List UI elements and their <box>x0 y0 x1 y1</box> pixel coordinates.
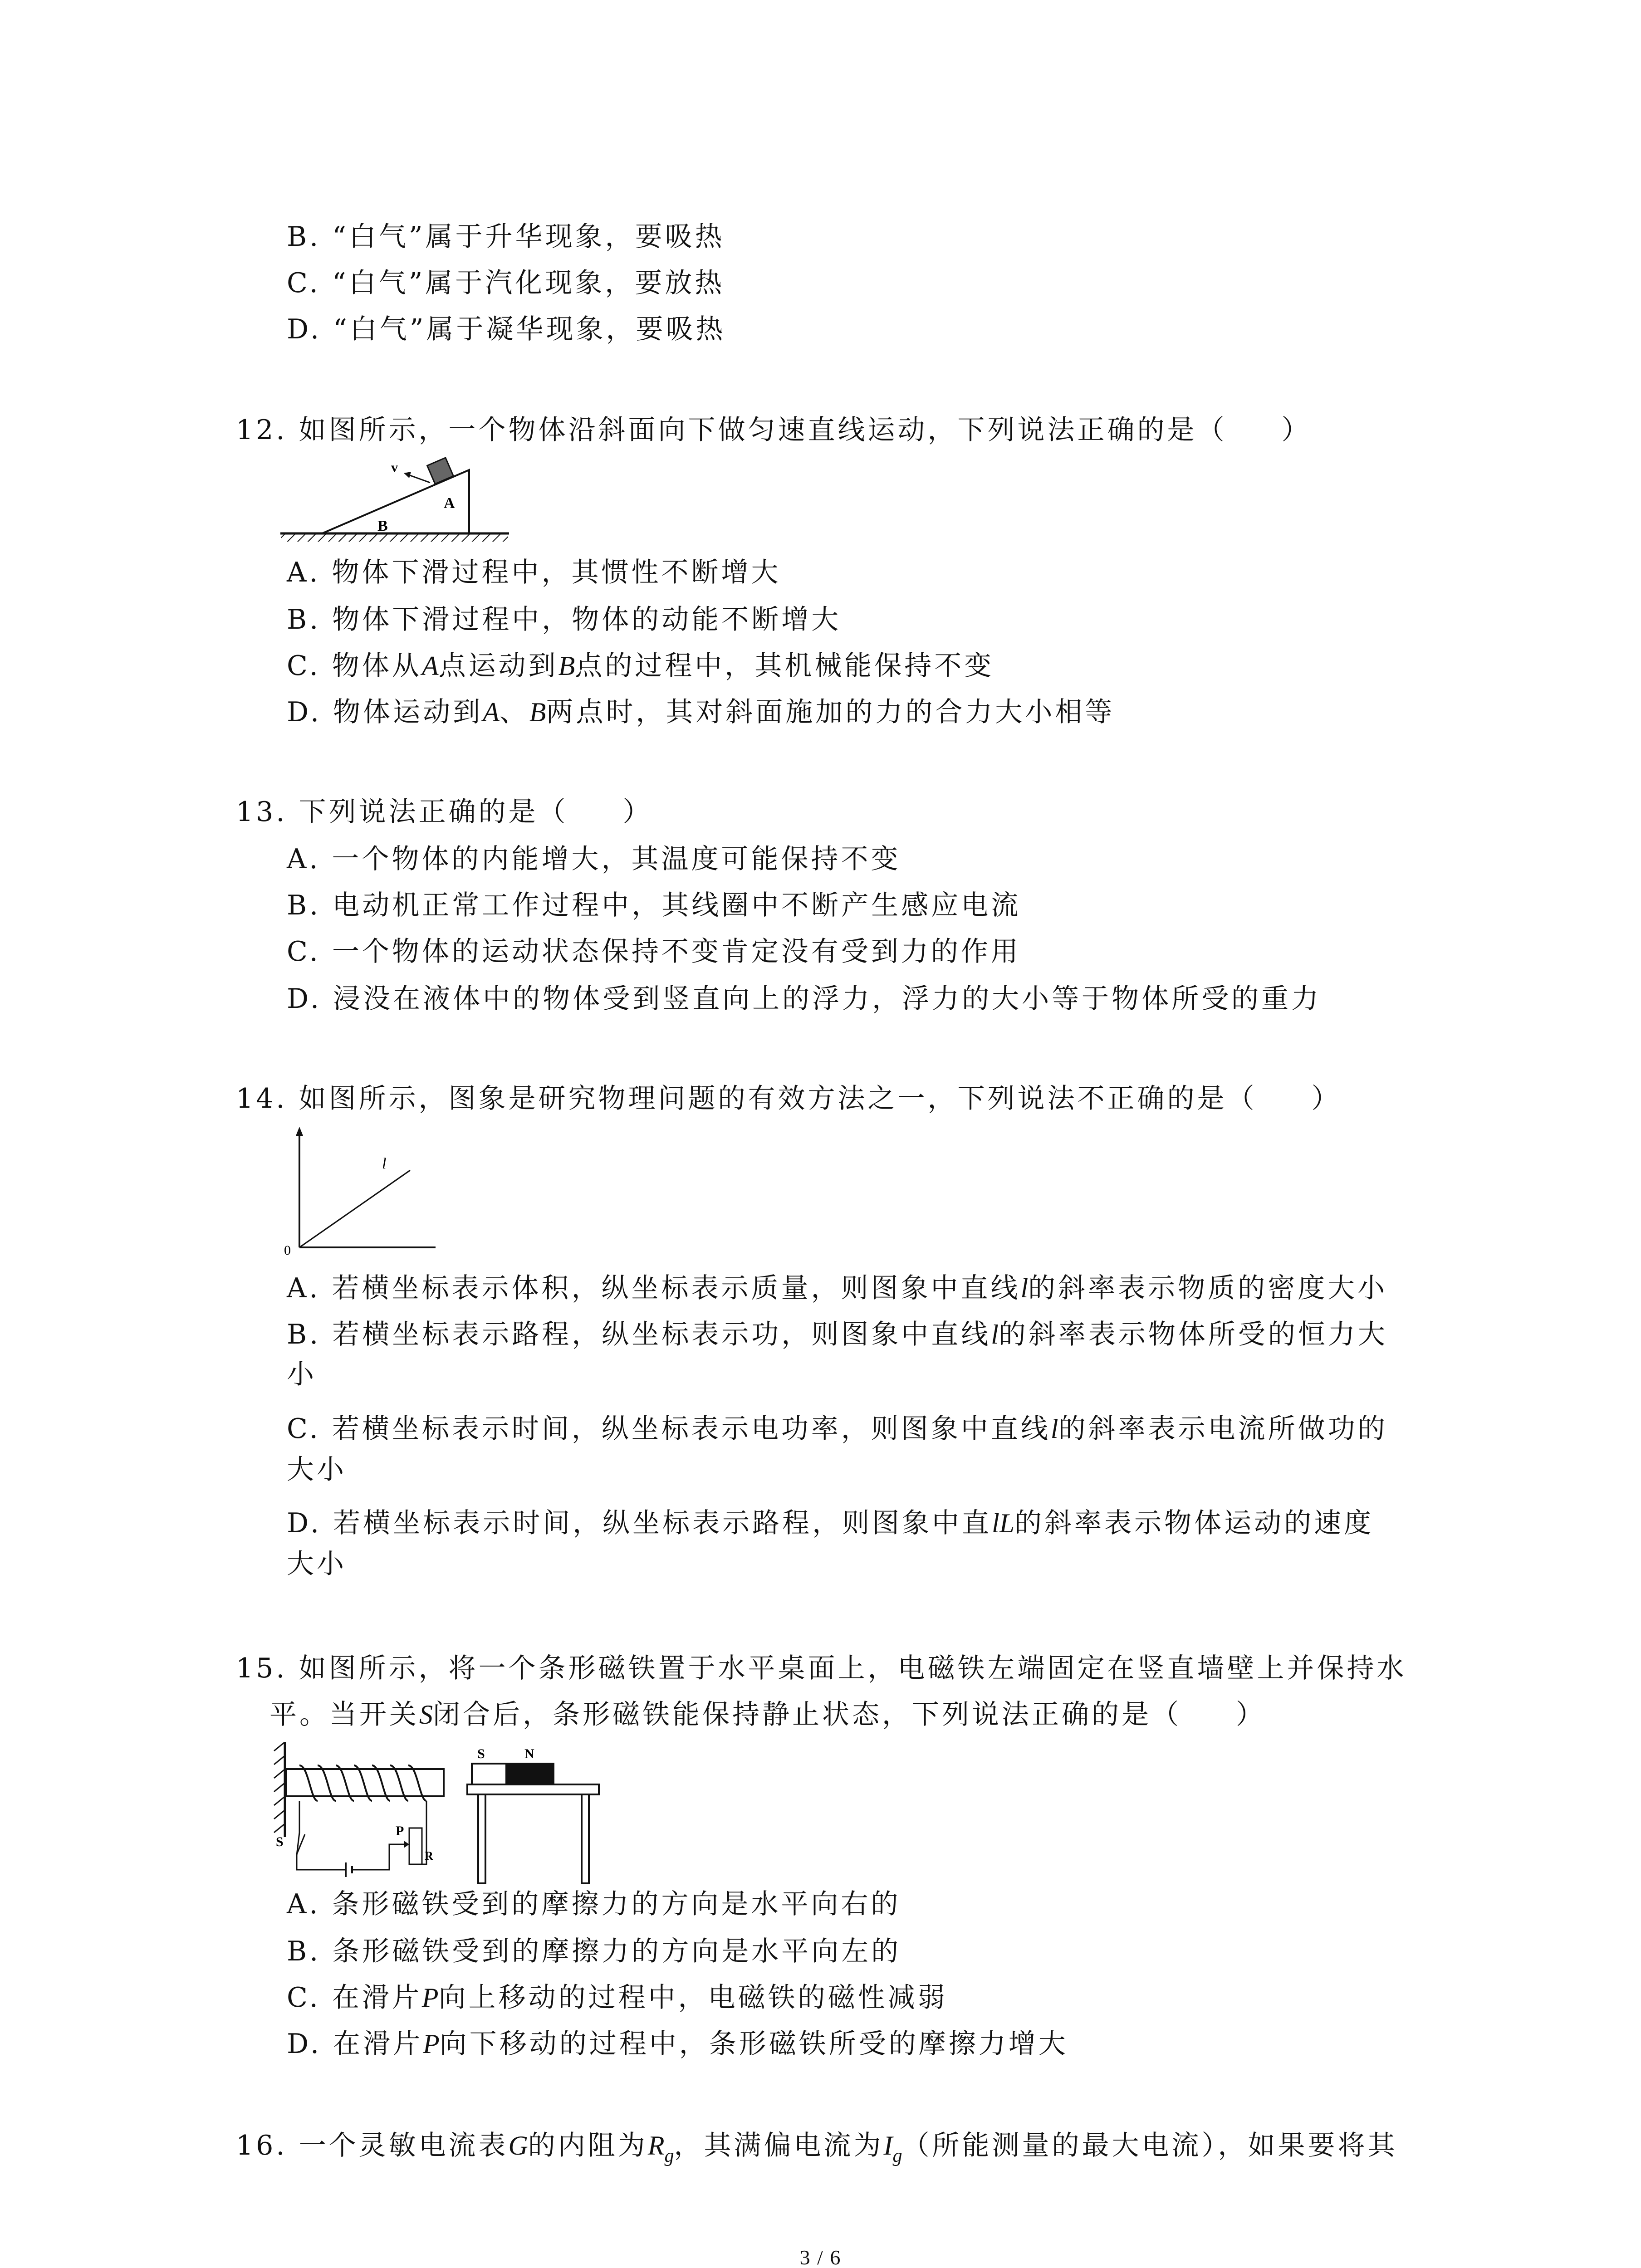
q14-option-a: A. 若横坐标表示体积，纵坐标表示质量，则图象中直线l的斜率表示物质的密度大小 <box>287 1272 1388 1304</box>
q15-label-p: P <box>396 1823 404 1838</box>
q11-option-d: D. “白气”属于凝华现象，要吸热 <box>287 313 726 345</box>
q12-label-v: v <box>391 460 398 475</box>
q14-stem: 14. 如图所示，图象是研究物理问题的有效方法之一，下列说法不正确的是（ ） <box>236 1083 1342 1114</box>
q15-label-switch-s: S <box>276 1834 284 1849</box>
q15-label-magnet-s: S <box>477 1746 485 1761</box>
q15-wall-hatch <box>274 1743 284 1833</box>
q12-option-b: B. 物体下滑过程中，物体的动能不断增大 <box>287 604 842 635</box>
q15-tabletop <box>467 1784 599 1794</box>
q14-option-c-cont: 大小 <box>287 1454 347 1486</box>
q12-option-d: D. 物体运动到A、B两点时，其对斜面施加的力的合力大小相等 <box>287 696 1115 728</box>
q12-option-c: C. 物体从A点运动到B点的过程中，其机械能保持不变 <box>287 650 994 682</box>
q13-stem: 13. 下列说法正确的是（ ） <box>236 796 653 828</box>
q14-option-b-cont: 小 <box>287 1359 317 1390</box>
q14-option-c: C. 若横坐标表示时间，纵坐标表示电功率，则图象中直线l的斜率表示电流所做功的 <box>287 1413 1388 1445</box>
q15-option-d: D. 在滑片P向下移动的过程中，条形磁铁所受的摩擦力增大 <box>287 2028 1068 2060</box>
q13-option-b: B. 电动机正常工作过程中，其线圈中不断产生感应电流 <box>287 890 1021 921</box>
q12-stem-close: ） <box>1281 414 1312 446</box>
q14-option-b: B. 若横坐标表示路程，纵坐标表示功，则图象中直线l的斜率表示物体所受的恒力大 <box>287 1319 1388 1350</box>
q12-label-b: B <box>377 518 388 534</box>
q13-option-c: C. 一个物体的运动状态保持不变肯定没有受到力的作用 <box>287 936 1021 968</box>
q12-block <box>427 458 454 484</box>
q14-line-l <box>299 1170 410 1247</box>
q15-circuit-figure <box>268 1737 603 1887</box>
q11-option-c: C. “白气”属于汽化现象，要放热 <box>287 267 725 299</box>
q15-option-c: C. 在滑片P向上移动的过程中，电磁铁的磁性减弱 <box>287 1982 948 2014</box>
q15-label-magnet-n: N <box>524 1746 534 1761</box>
q15-option-a: A. 条形磁铁受到的摩擦力的方向是水平向右的 <box>287 1888 901 1920</box>
q12-velocity-arrow <box>407 474 430 483</box>
q16-stem: 16. 一个灵敏电流表G的内阻为$R_g$，其满偏电流为$I_g$（所能测量的最大电流），如果要将其 <box>236 2130 1398 2166</box>
q15-rheostat <box>409 1828 422 1864</box>
q15-stem-line2: 平。当开关S闭合后，条形磁铁能保持静止状态，下列说法正确的是（ ） <box>269 1699 1266 1730</box>
q12-label-a: A <box>444 495 455 512</box>
q15-label-r: R <box>425 1849 433 1862</box>
q15-table-leg-left <box>478 1794 485 1883</box>
q11-option-b: B. “白气”属于升华现象，要吸热 <box>287 221 725 253</box>
q15-magnet-s-half <box>472 1764 506 1784</box>
q14-label-origin: 0 <box>284 1243 291 1258</box>
q14-option-d: D. 若横坐标表示时间，纵坐标表示路程，则图象中直lL的斜率表示物体运动的速度 <box>287 1507 1374 1539</box>
q14-y-axis-arrow <box>296 1127 303 1136</box>
q12-stem-text: 12. 如图所示，一个物体沿斜面向下做匀速直线运动，下列说法正确的是（ <box>236 414 1227 446</box>
q12-ground-hatch <box>281 533 508 542</box>
page-number: 3 / 6 <box>799 2246 842 2268</box>
q12-stem <box>236 412 1312 448</box>
q13-option-d: D. 浸没在液体中的物体受到竖直向上的浮力，浮力的大小等于物体所受的重力 <box>287 983 1322 1015</box>
q14-option-d-cont: 大小 <box>287 1548 347 1580</box>
q13-option-a: A. 一个物体的内能增大，其温度可能保持不变 <box>287 843 901 875</box>
q12-velocity-arrowhead <box>404 472 411 478</box>
q12-incline-figure <box>272 454 517 544</box>
q15-option-b: B. 条形磁铁受到的摩擦力的方向是水平向左的 <box>287 1936 901 1967</box>
q15-wire-right <box>353 1844 406 1870</box>
q14-label-l: l <box>382 1155 387 1172</box>
q15-magnet-n-half <box>506 1764 554 1784</box>
q14-graph-figure <box>281 1125 445 1261</box>
q15-table-leg-right <box>582 1794 589 1883</box>
q12-option-a: A. 物体下滑过程中，其惯性不断增大 <box>287 557 781 588</box>
q15-slider-p <box>404 1841 409 1848</box>
q15-stem-line1: 15. 如图所示，将一个条形磁铁置于水平桌面上，电磁铁左端固定在竖直墙壁上并保持水 <box>236 1652 1407 1684</box>
